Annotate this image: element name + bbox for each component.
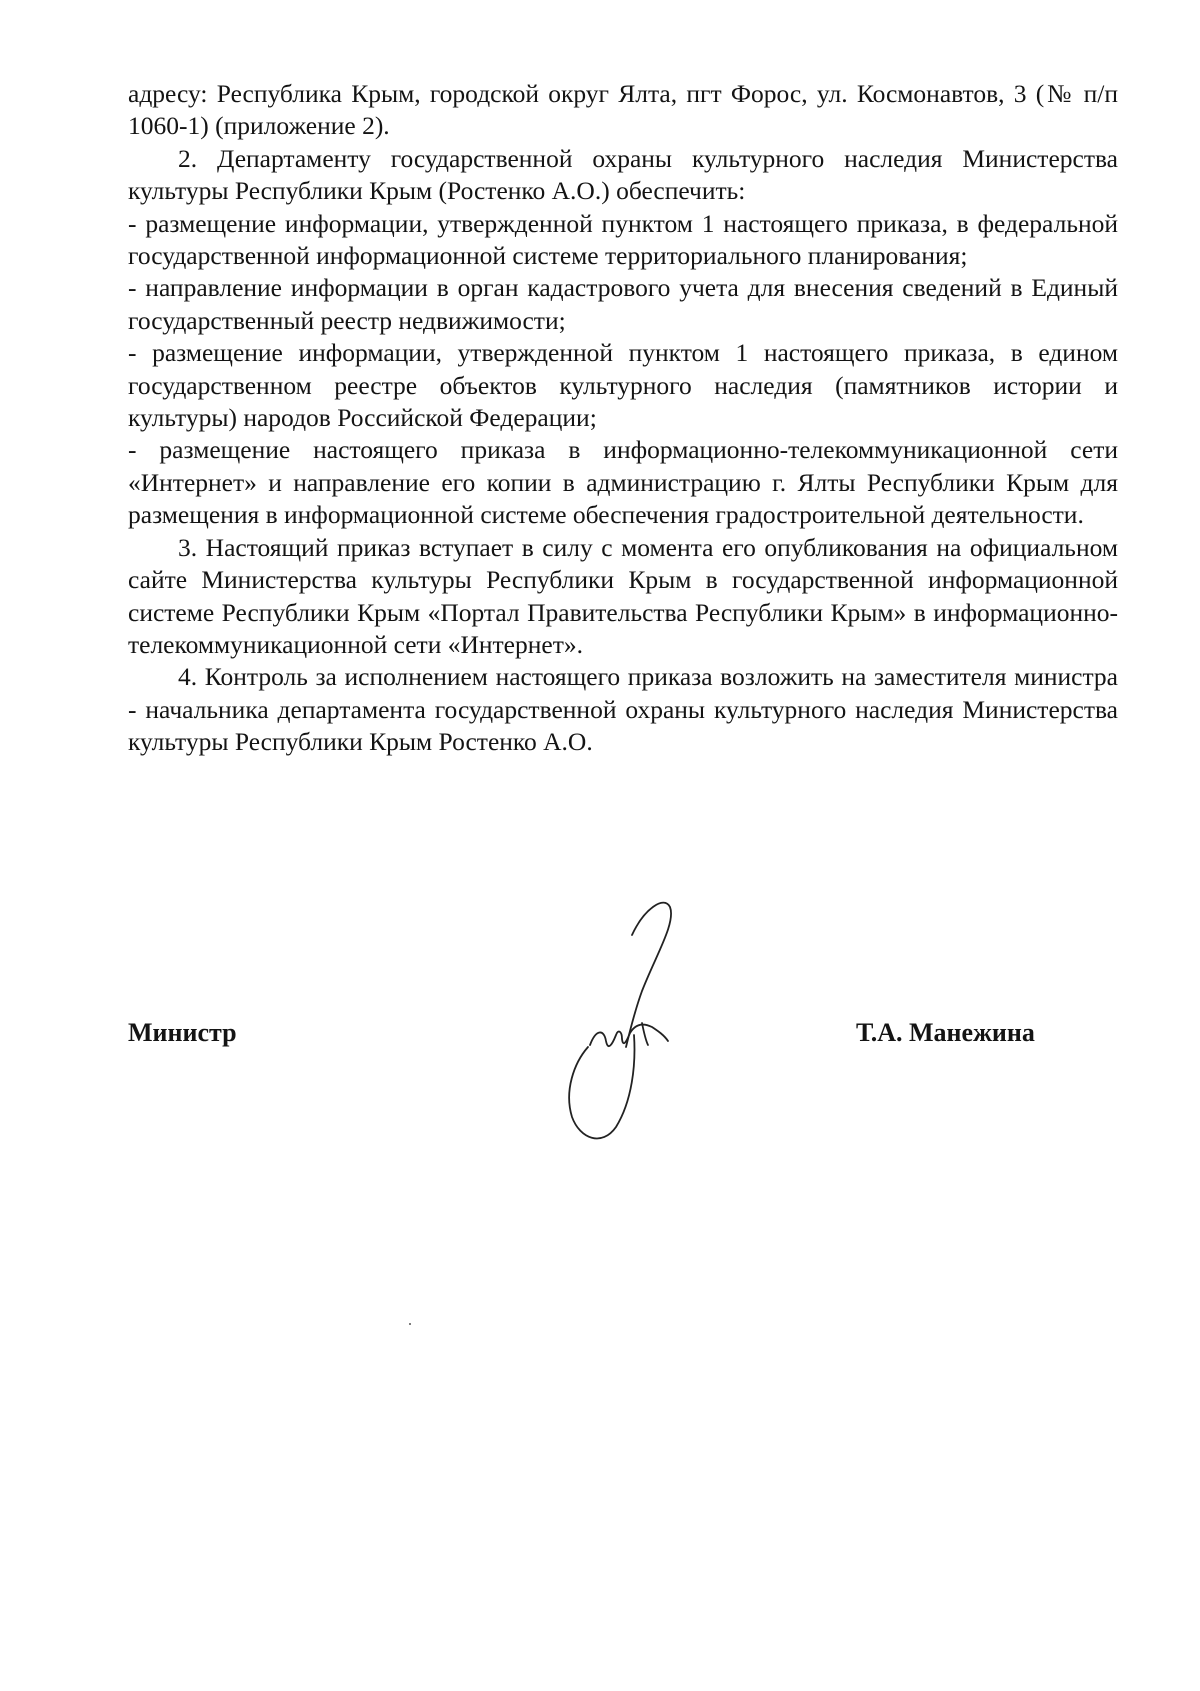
paragraph-item-4: 4. Контроль за исполнением настоящего приказа возложить на заместителя министра - начальника департамента государственной охраны культурного наследия Министерства культуры Республики Крым Ростенко А.О. [128,662,1118,757]
document-body [128,78,1118,759]
scan-speck [409,1323,411,1325]
paragraph-bullet-internet: - размещение настоящего приказа в информационно-телекоммуникационной сети «Интернет» и направление его копии в администрацию г. Ялты Республики Крым для размещения в информационной системе обеспечения градостроительной деятельности. [128,435,1118,530]
paragraph-bullet-fgis: - размещение информации, утвержденной пунктом 1 настоящего приказа, в федеральной государственной информационной системе территориального планирования; [128,208,1118,271]
paragraph-bullet-cadastre: - направление информации в орган кадастрового учета для внесения сведений в Единый государственный реестр недвижимости; [128,273,1118,335]
handwritten-signature [560,895,730,1145]
paragraph-address-continuation: адресу: Республика Крым, городской округ Ялта, пгт Форос, ул. Космонавтов, 3 (№ п/п 1060-1) (приложение 2). [128,79,1118,141]
paragraph-bullet-registry: - размещение информации, утвержденной пунктом 1 настоящего приказа, в едином государственном реестре объектов культурного наследия (памятников истории и культуры) народов Российской Федерации; [128,338,1118,433]
paragraph-item-3: 3. Настоящий приказ вступает в силу с момента его опубликования на официальном сайте Министерства культуры Республики Крым в государственной информационной системе Республики Крым «Портал Правительства Республики Крым» в информационно-телекоммуникационной сети «Интернет». [128,532,1118,659]
signatory-title: Министр [128,1018,237,1047]
paragraph-item-2: 2. Департаменту государственной охраны культурного наследия Министерства культуры Республики Крым (Ростенко А.О.) обеспечить: [128,143,1118,206]
signatory-name: Т.А. Манежина [856,1018,1035,1047]
